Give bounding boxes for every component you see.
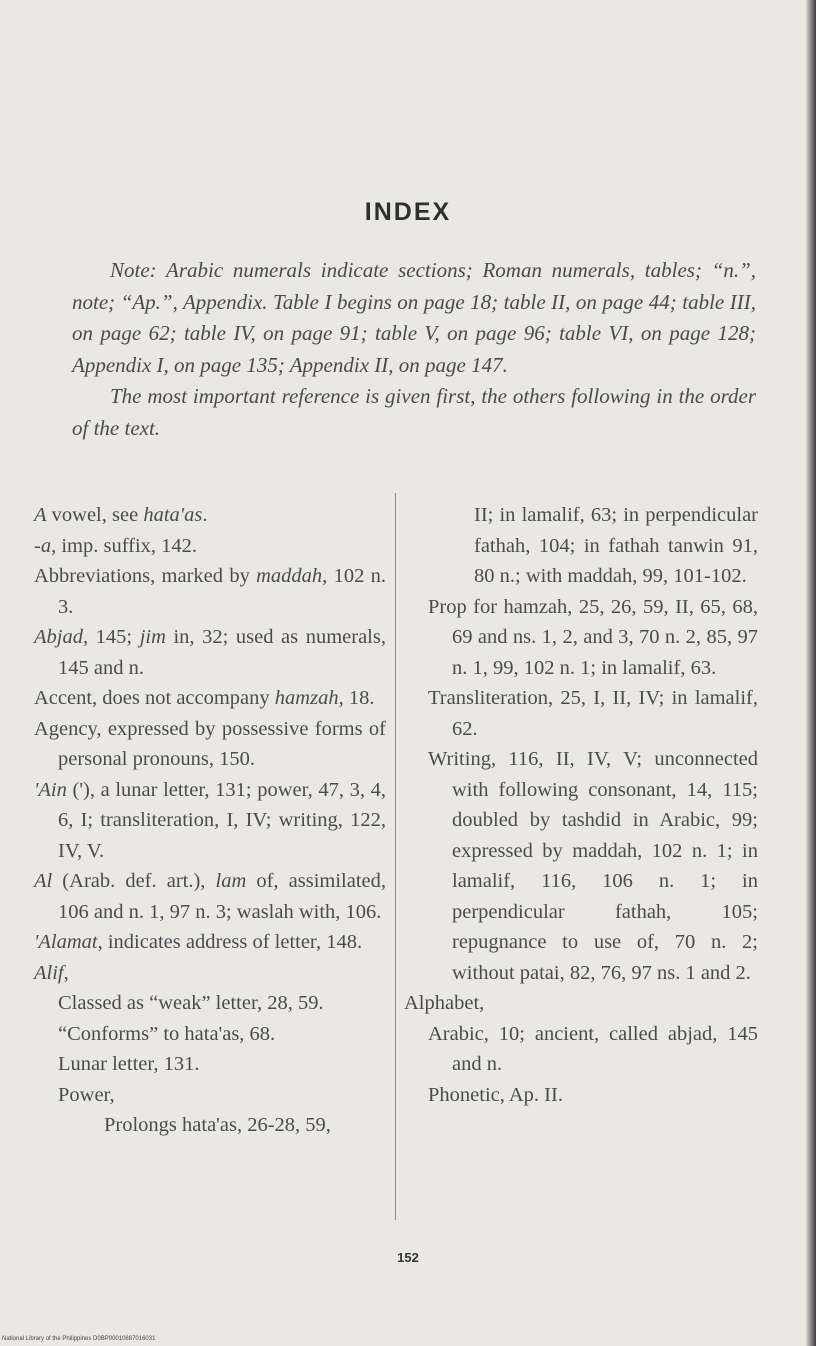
index-entry: Alif,: [34, 961, 69, 984]
scan-footer: National Library of the Philippines D0BP00010887016031: [2, 1336, 156, 1342]
index-subentry: “Conforms” to hata'as, 68.: [58, 1022, 276, 1045]
index-entry: Al (Arab. def. art.), lam of, assimilated, 106 and n. 1, 97 n. 3; waslah with, 106.: [34, 870, 386, 923]
index-note: [72, 255, 756, 444]
note-paragraph-1: Note: Arabic numerals indicate sections; Roman numerals, tables; “n.”, note; “Ap.”, Appendix. Table I begins on page 18; table II, on page 44; table III, on page 62; table IV, on page 91; table V, on page 96; table VI, on page 128; Appendix I, on page 135; Appendix II, on page 147.: [72, 258, 756, 377]
index-entry: Agency, expressed by possessive forms of personal pronouns, 150.: [34, 717, 386, 770]
index-subentry: Lunar letter, 131.: [58, 1053, 200, 1075]
note-paragraph-2: The most important reference is given first, the others following in the order of the text.: [72, 384, 756, 440]
index-subentry: Power,: [58, 1083, 115, 1106]
index-subsubentry: Prolongs hata'as, 26-28, 59,: [104, 1114, 331, 1136]
index-subentry: Classed as “weak” letter, 28, 59.: [58, 992, 324, 1014]
index-subentry: Transliteration, 25, I, II, IV; in lamalif, 62.: [428, 687, 758, 740]
index-entry: Alphabet,: [404, 992, 485, 1014]
index-entry: A vowel, see hata'as.: [34, 504, 208, 526]
index-column-left: [34, 500, 386, 1141]
index-entry: Accent, does not accompany hamzah, 18.: [34, 687, 375, 709]
index-entry: 'Ain ('), a lunar letter, 131; power, 47, 3, 4, 6, I; transliteration, I, IV; writing, 122, IV, V.: [34, 778, 386, 862]
page-title: INDEX: [364, 198, 452, 226]
index-subentry: Arabic, 10; ancient, called abjad, 145 and n.: [428, 1022, 758, 1075]
index-entry: Abbreviations, marked by maddah, 102 n. 3.: [34, 565, 386, 618]
index-subentry: Writing, 116, II, IV, V; unconnected with following consonant, 14, 115; doubled by tashdid in Arabic, 99; expressed by maddah, 102 n. 1; in lamalif, 116, 106 n. 1; in perpendicular fathah, 105; repugnance to use of, 70 n. 2; without patai, 82, 76, 97 ns. 1 and 2.: [428, 748, 758, 984]
index-column-right: [404, 500, 758, 1110]
index-subsubentry: Prop for hamzah, 25, 26, 59, II, 65, 68, 69 and ns. 1, 2, and 3, 70 n. 2, 85, 97 n. 1, 99, 102 n. 1; in lamalif, 63.: [428, 595, 758, 679]
index-entry: 'Alamat, indicates address of letter, 148.: [34, 931, 363, 953]
index-entry: Abjad, 145; jim in, 32; used as numerals, 145 and n.: [34, 626, 386, 679]
page-number: 152: [397, 1250, 419, 1265]
column-divider: [395, 493, 396, 1220]
index-subentry: Phonetic, Ap. II.: [428, 1083, 563, 1106]
index-entry: -a, imp. suffix, 142.: [34, 534, 198, 557]
index-continuation: II; in lamalif, 63; in perpendicular fathah, 104; in fathah tanwin 91, 80 n.; with maddah, 99, 101-102.: [474, 504, 758, 587]
